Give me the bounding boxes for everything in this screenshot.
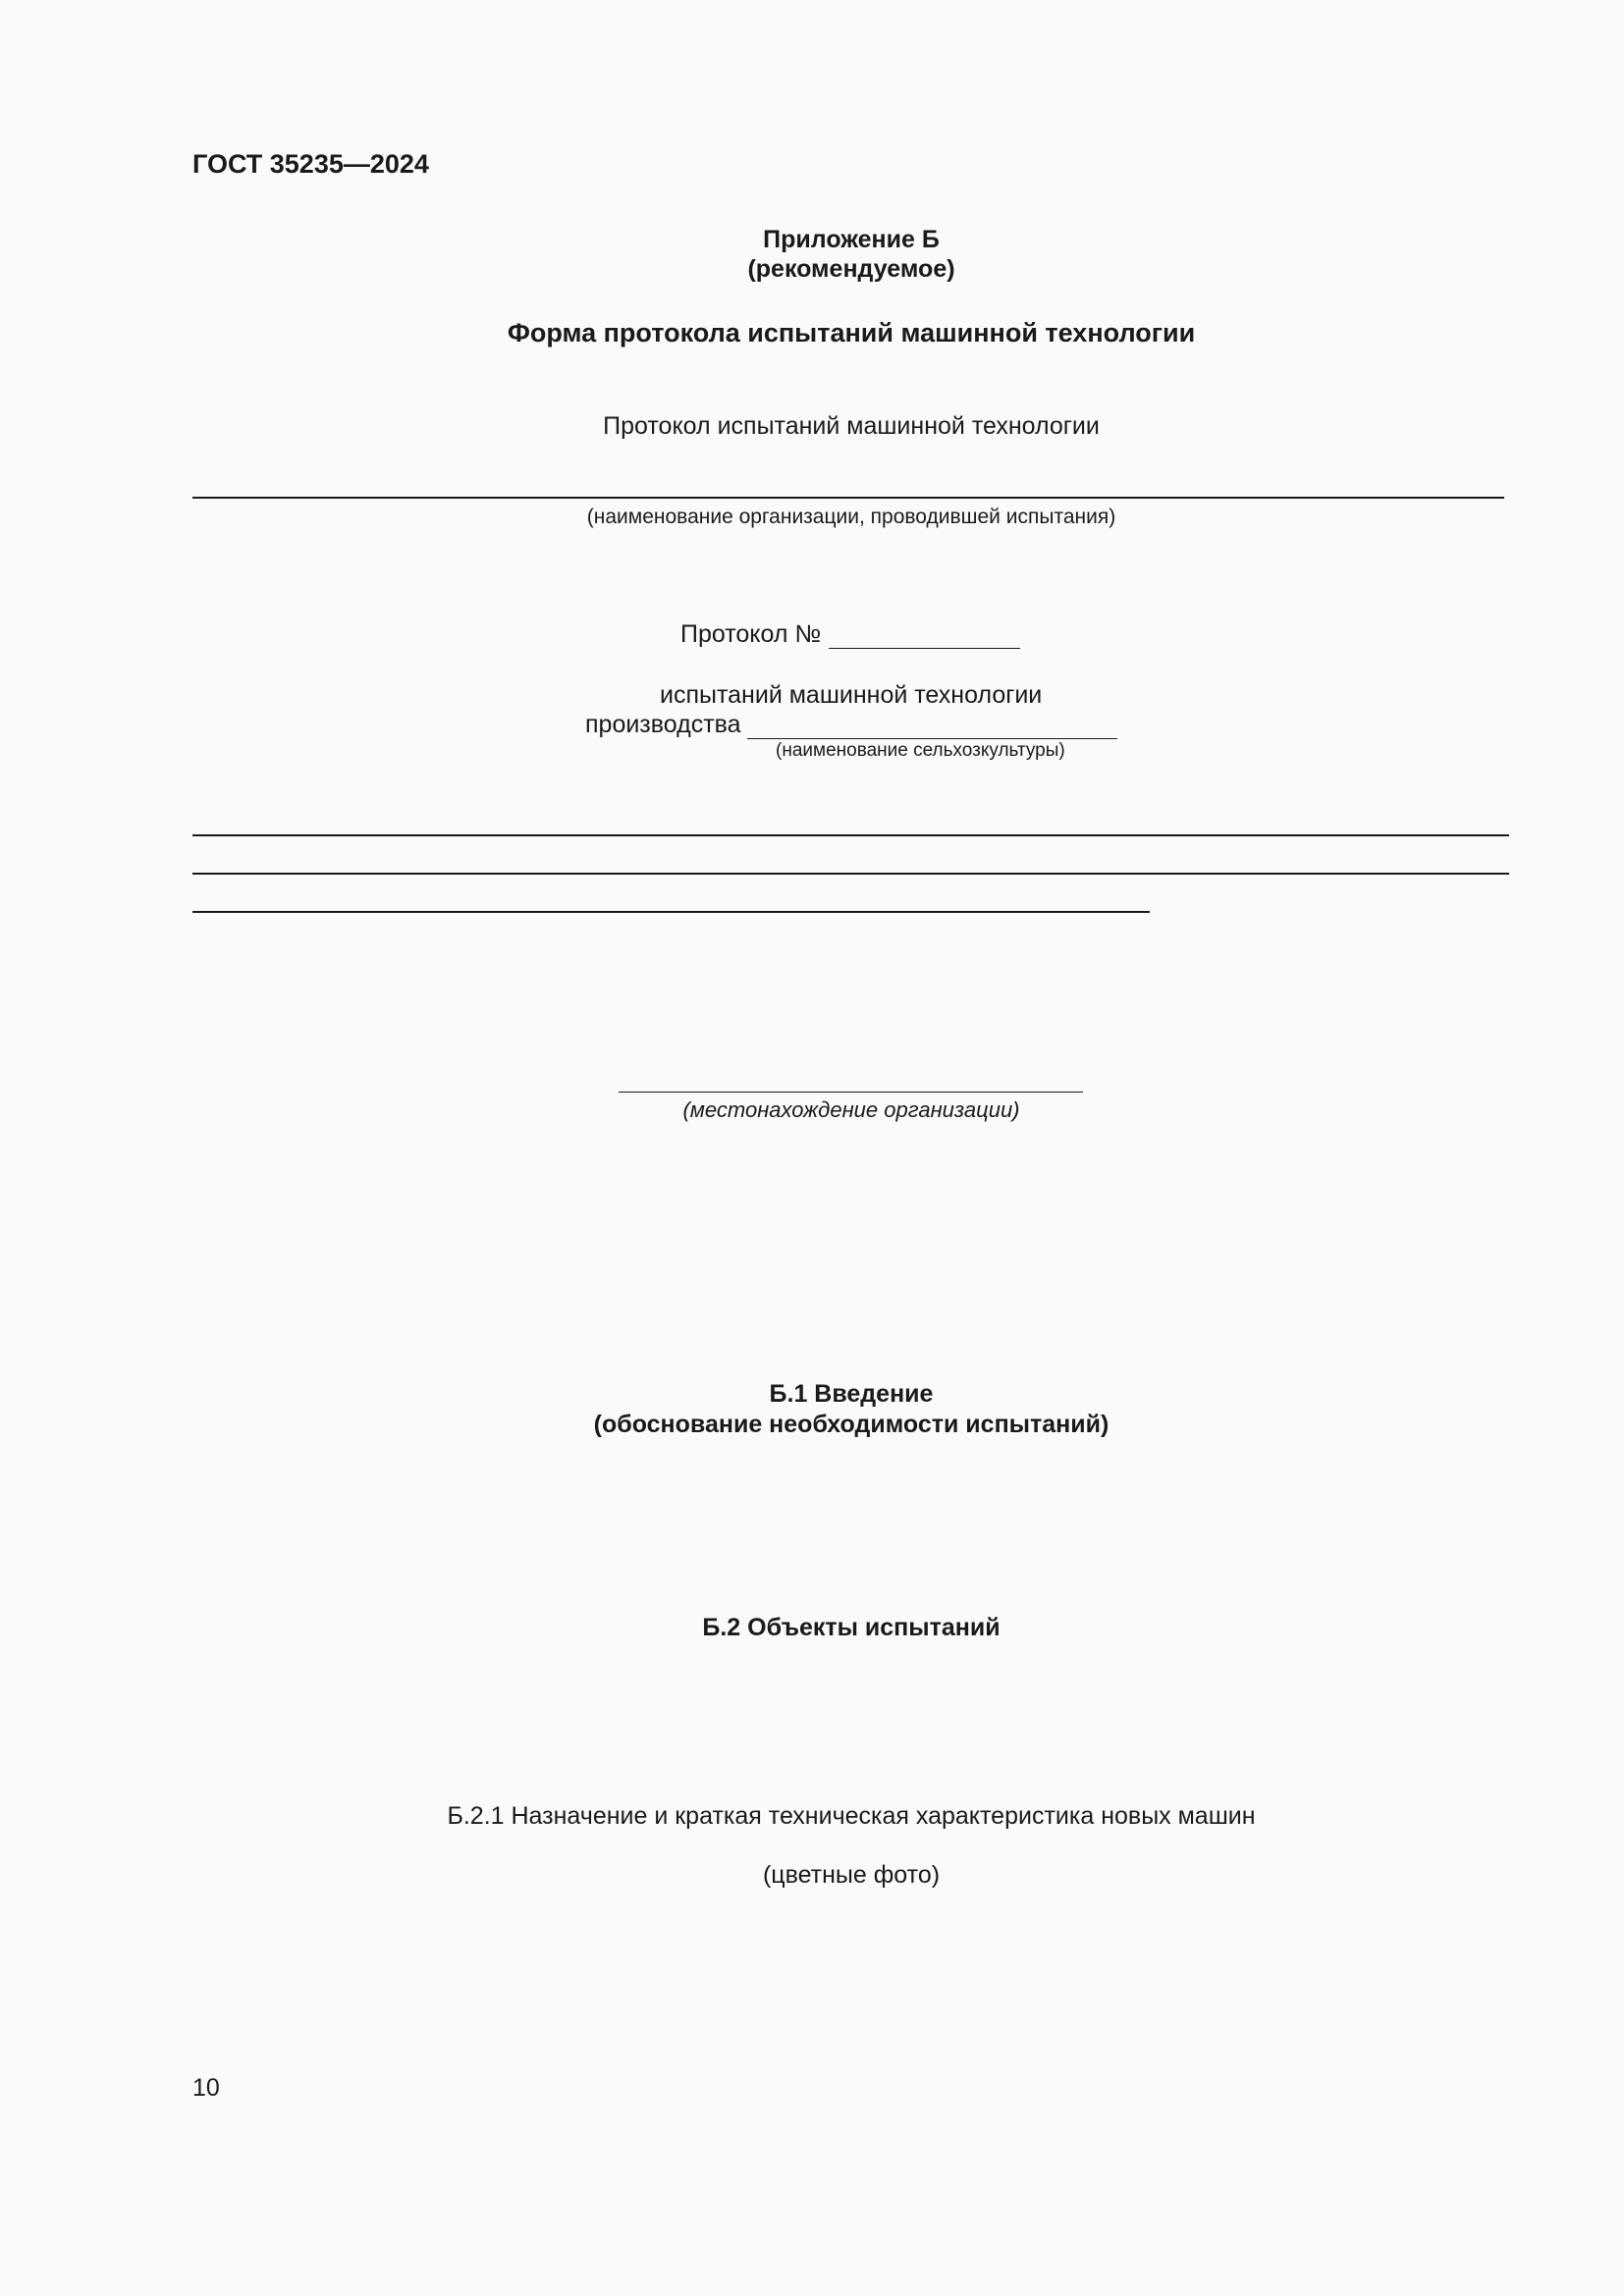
blank-line-3 bbox=[192, 911, 1150, 913]
crop-name-line bbox=[747, 738, 1117, 739]
organization-name-line bbox=[192, 497, 1504, 499]
section-b1-title: Б.1 Введение bbox=[769, 1380, 934, 1408]
location-hint: (местонахождение организации) bbox=[682, 1097, 1020, 1122]
form-title: Форма протокола испытаний машинной технологии bbox=[507, 318, 1196, 347]
production-label: производства bbox=[585, 711, 741, 738]
organization-name-hint: (наименование организации, проводившей испытания) bbox=[586, 506, 1116, 528]
annex-status: (рекомендуемое) bbox=[747, 255, 955, 283]
protocol-number-label: Протокол № bbox=[680, 620, 822, 648]
blank-line-2 bbox=[192, 873, 1509, 875]
section-b2-title: Б.2 Объекты испытаний bbox=[702, 1614, 1001, 1641]
annex-title: Приложение Б bbox=[763, 226, 940, 253]
crop-name-hint: (наименование сельхозкультуры) bbox=[776, 740, 1065, 761]
document-code: ГОСТ 35235—2024 bbox=[192, 149, 429, 179]
location-line bbox=[619, 1092, 1083, 1093]
tests-technology-label: испытаний машинной технологии bbox=[660, 681, 1043, 709]
protocol-number-line bbox=[829, 648, 1020, 649]
page-number: 10 bbox=[192, 2074, 220, 2102]
section-b21-hint: (цветные фото) bbox=[762, 1861, 941, 1889]
section-b1-subtitle: (обоснование необходимости испытаний) bbox=[593, 1411, 1110, 1438]
blank-line-1 bbox=[192, 834, 1509, 836]
section-b21-title: Б.2.1 Назначение и краткая техническая характеристика новых машин bbox=[447, 1802, 1256, 1830]
protocol-caption: Протокол испытаний машинной технологии bbox=[603, 412, 1100, 440]
